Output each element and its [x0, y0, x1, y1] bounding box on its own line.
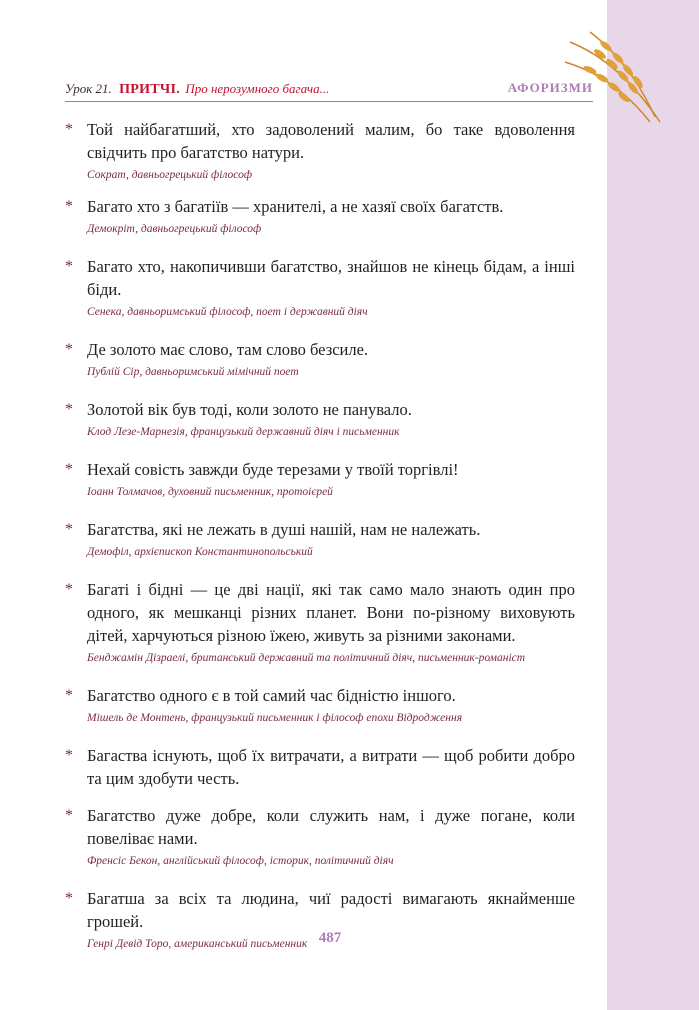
- quote-item: [65, 398, 575, 438]
- section-title: АФОРИЗМИ: [507, 80, 593, 95]
- quote-text: Багаті і бідні — це дві нації, які так само мало знають один про одного, як мешканці різних планет. Вони по-різному виховують дітей, харчуються різною їжею, живуть за різними законами.: [87, 580, 575, 645]
- quote-item: [65, 118, 575, 181]
- quote-item: [65, 195, 575, 235]
- quote-item: [65, 804, 575, 867]
- asterisk-bullet: *: [65, 198, 73, 215]
- quote-text: Багатство одного є в той самий час бідністю іншого.: [87, 686, 456, 705]
- side-color-band: [607, 0, 699, 1010]
- quote-item: [65, 744, 575, 790]
- quote-author: Іоанн Толмачов, духовний письменник, протоієрей: [87, 486, 333, 498]
- wheat-ears-icon: [560, 22, 670, 132]
- quote-author: Генрі Девід Торо, американський письменник: [87, 938, 308, 950]
- quote-text: Де золото має слово, там слово безсиле.: [87, 340, 369, 359]
- asterisk-bullet: *: [65, 687, 73, 704]
- quote-text: Багато хто з багатіїв — хранителі, а не хазяї своїх багатств.: [87, 197, 504, 216]
- asterisk-bullet: *: [65, 890, 73, 907]
- quote-item: [65, 578, 575, 664]
- quote-text: Багаства існують, щоб їх витрачати, а витрати — щоб робити добро та цим здобути честь.: [87, 746, 575, 788]
- quote-text: Багатство дуже добре, коли служить нам, і дуже погане, коли повеліває нами.: [87, 806, 575, 848]
- quote-item: [65, 255, 575, 318]
- asterisk-bullet: *: [65, 341, 73, 358]
- quote-text: Нехай совість завжди буде терезами у твоїй торгівлі!: [87, 460, 459, 479]
- quote-author: Сенека, давньоримський філософ, поет і державний діяч: [87, 306, 368, 318]
- asterisk-bullet: *: [65, 401, 73, 418]
- asterisk-bullet: *: [65, 461, 73, 478]
- page-number: 487: [318, 930, 342, 946]
- quote-item: [65, 458, 575, 498]
- lesson-topic: ПРИТЧІ.: [119, 82, 181, 97]
- lesson-subtopic: Про нерозумного багача...: [185, 81, 330, 96]
- lesson-number: Урок 21.: [65, 81, 112, 96]
- quote-author: Мішель де Монтень, французький письменник і філософ епохи Відродження: [87, 712, 463, 724]
- header-rule: [65, 101, 593, 102]
- asterisk-bullet: *: [65, 747, 73, 764]
- quote-item: [65, 684, 575, 724]
- asterisk-bullet: *: [65, 521, 73, 538]
- quote-author: Сократ, давньогрецький філософ: [87, 169, 253, 181]
- quote-text: Багатша за всіх та людина, чиї радості вимагають якнайменше грошей.: [87, 889, 575, 931]
- quote-item: [65, 338, 575, 378]
- asterisk-bullet: *: [65, 121, 73, 138]
- asterisk-bullet: *: [65, 581, 73, 598]
- quote-item: [65, 518, 575, 558]
- asterisk-bullet: *: [65, 807, 73, 824]
- quote-list: [65, 118, 575, 950]
- quote-author: Публій Сір, давньоримський мімічний поет: [87, 366, 299, 378]
- quote-author: Клод Лезе-Марнезія, французький державний діяч і письменник: [87, 426, 400, 438]
- quote-author: Демофіл, архієпископ Константинопольський: [87, 546, 313, 558]
- quote-author: Френсіс Бекон, англійський філософ, історик, політичний діяч: [87, 855, 394, 867]
- quote-author: Демокріт, давньогрецький філософ: [87, 223, 262, 235]
- running-header: [65, 78, 593, 100]
- quote-text: Той найбагатший, хто задоволений малим, бо таке вдоволення свідчить про багатство натури.: [87, 120, 575, 162]
- quote-text: Золотой вік був тоді, коли золото не панувало.: [87, 400, 412, 419]
- asterisk-bullet: *: [65, 258, 73, 275]
- quote-text: Багатства, які не лежать в душі нашій, нам не належать.: [87, 520, 481, 539]
- quote-author: Бенджамін Дізраелі, британський державний та політичний діяч, письменник-романіст: [87, 652, 526, 664]
- quote-text: Багато хто, накопичивши багатство, знайшов не кінець бідам, а інші біди.: [87, 257, 575, 299]
